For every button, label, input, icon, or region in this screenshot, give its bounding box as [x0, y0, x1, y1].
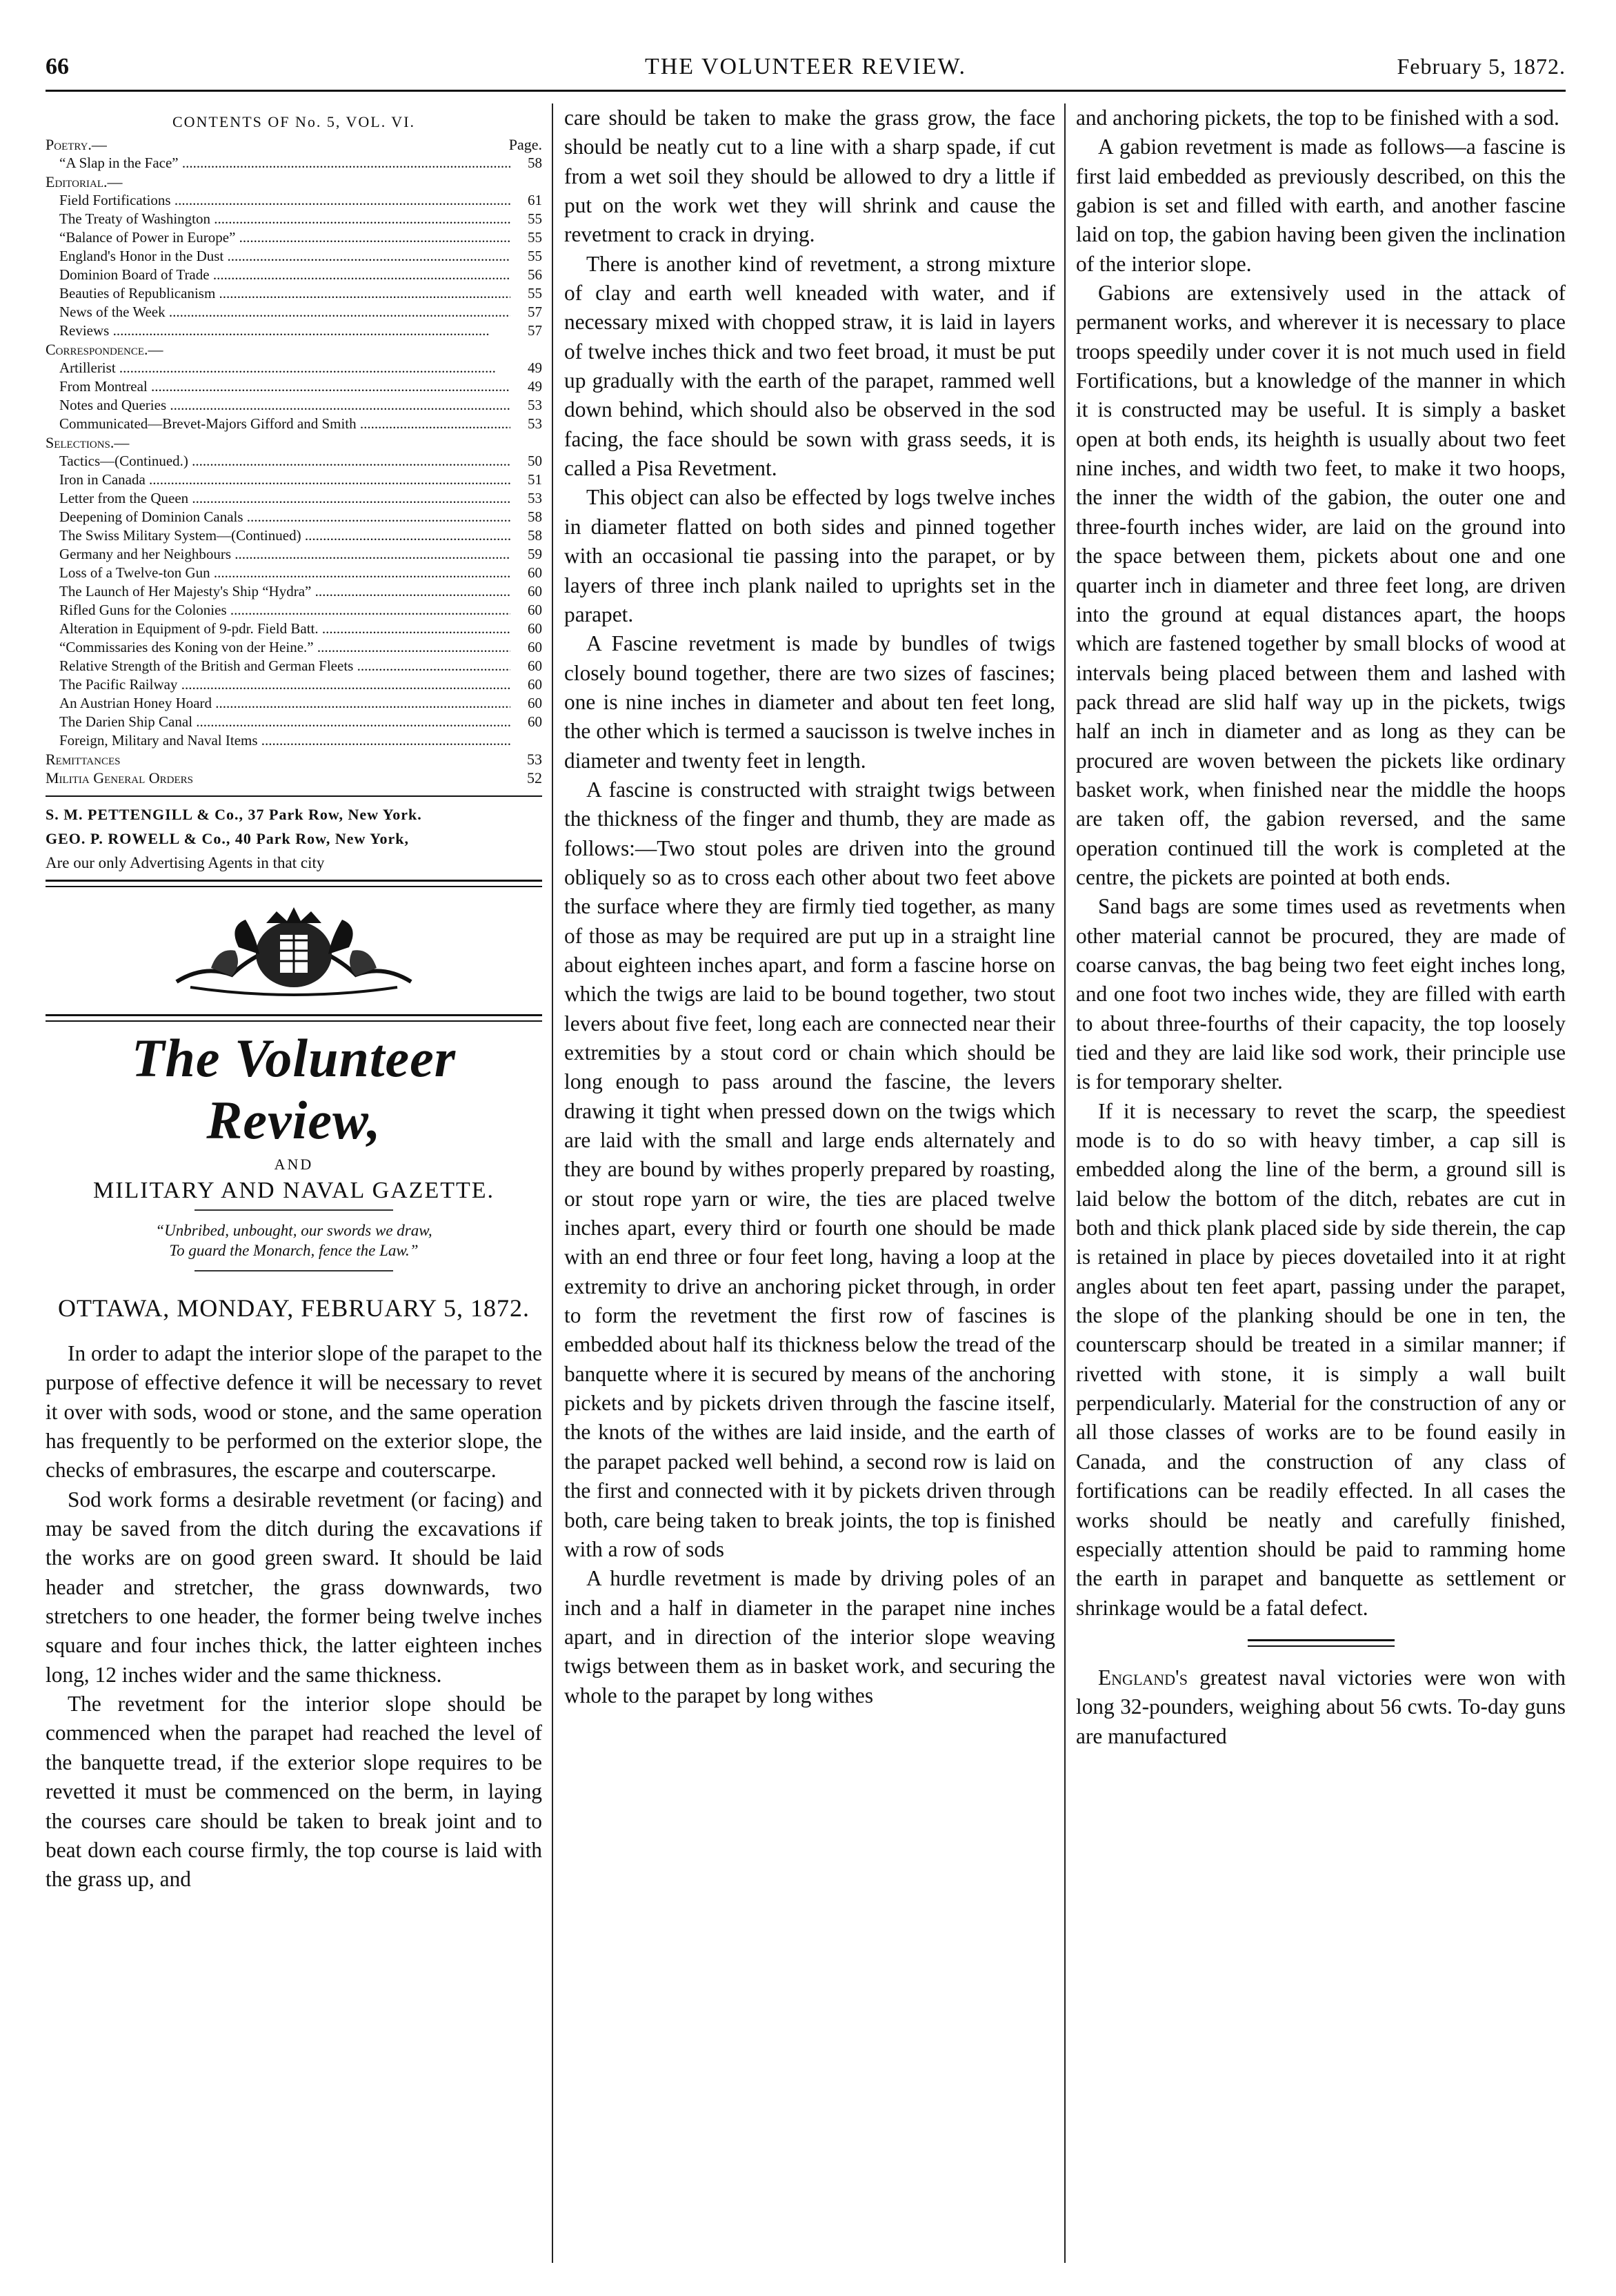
contents-entry [46, 731, 542, 750]
contents-entry-title: Germany and her Neighbours ..... [59, 545, 510, 564]
contents-entry [46, 396, 542, 415]
table-of-contents [46, 135, 542, 787]
royal-arms-crest [46, 895, 542, 1006]
masthead-and: AND [274, 1156, 314, 1173]
contents-entry-page: 55 [528, 248, 542, 264]
contents-entry-title: The Darien Ship Canal ..... [59, 713, 510, 731]
contents-entry-page: 58 [528, 527, 542, 544]
contents-entry-title: Alteration in Equipment of 9-pdr. Field Batt. ..... [59, 620, 510, 638]
contents-entry-page: 61 [528, 192, 542, 208]
contents-entry [46, 508, 542, 526]
article-paragraph: If it is necessary to revet the scarp, the speediest mode is to do so with heavy timber, a cap sill is embedded along the line of the berm, a ground sill is laid below the bottom of the ditch, rebates are cut in both and thick plank placed side by side therein, the cap is retained in place by pieces dovetailed into it at right angles about ten feet apart, passing under the parapet, the slope of the planking should be one in ten, the counterscarp should be treated in a similar manner; if rivetted with stone, it is simply a wall built perpendicularly. Material for the construction of any or all those classes of works are to be found easily in Canada, and the construction of any class of fortifications can be readily effected. In all cases the works should be neatly and carefully finished, especially attention should be paid to ramming home the earth in parapet and banquette as settlement or shrinkage would be a fatal defect. [1076, 1098, 1566, 1620]
article-paragraph: care should be taken to make the grass grow, the face should be neatly cut to a line with a sharp spade, if cut from a wet soil they should be allowed to dry a little if put on the work wet they will shrink and cause the revetment to crack in drying. [564, 106, 1055, 247]
contents-entry-page: 60 [528, 602, 542, 618]
section-rule [1248, 1639, 1395, 1647]
contents-entry-page: 50 [528, 453, 542, 469]
contents-entry-page: 58 [528, 155, 542, 171]
contents-entry [46, 303, 542, 321]
contents-entry-title: Communicated—Brevet-Majors Gifford and Smith ..... [59, 415, 510, 433]
column-1 [46, 103, 542, 2263]
article-paragraph: and anchoring pickets, the top to be finished with a sod. [1076, 106, 1559, 130]
masthead-subtitle: MILITARY AND NAVAL GAZETTE. [92, 1178, 495, 1203]
column-2 [564, 103, 1055, 2263]
contents-entry [46, 638, 542, 657]
contents-entry-title: Artillerist ..... [59, 359, 510, 377]
contents-entry-page: 52 [527, 769, 542, 786]
masthead-motto [46, 1220, 542, 1260]
article-paragraph: In order to adapt the interior slope of the parapet to the purpose of effective defence it will be necessary to revet it over with sods, wood or stone, and the same operation has frequently to be performed on the exterior slope, the checks of embrasures, the escarpe and couterscarpe. [46, 1341, 542, 1483]
contents-section-heading [46, 135, 542, 154]
contents-entry [46, 471, 542, 489]
contents-entry-page: 57 [528, 322, 542, 339]
contents-entry-title: Rifled Guns for the Colonies ..... [59, 601, 510, 620]
column-divider [552, 103, 553, 2263]
contents-entry [46, 657, 542, 675]
contents-entry-title: Notes and Queries ..... [59, 396, 510, 415]
article-paragraph: This object can also be effected by logs twelve inches in diameter flatted on both sides and pinned together with an occasional tie passing into the parapet, or by layers of three inch plank nailed to uprights set in the parapet. [564, 485, 1055, 626]
contents-entry-title: From Montreal ..... [59, 377, 510, 396]
contents-entry [46, 694, 542, 713]
contents-entry-page: 60 [528, 676, 542, 693]
article-paragraph: There is another kind of revetment, a strong mixture of clay and earth well kneaded with water, and if necessary mixed with chopped straw, it is laid in layers of twelve inches thick and two feet broad, it must be put up gradually with the earth of the parapet, rammed well down behind, which should also be observed in the sod facing, the face should be sown with grass seeds, it is called a Pisa Revetment. [564, 251, 1055, 481]
contents-entry-page: 49 [528, 359, 542, 376]
contents-entry-title: The Pacific Railway ..... [59, 675, 510, 694]
section-name: Poetry.— [46, 136, 107, 153]
contents-entry [46, 564, 542, 582]
contents-entry-title: Iron in Canada ..... [59, 471, 510, 489]
contents-section-heading: Selections.— [46, 434, 130, 451]
contents-entry [46, 377, 542, 396]
contents-entry-page: 56 [528, 266, 542, 283]
contents-entry-page: 57 [528, 304, 542, 320]
contents-entry-title: “A Slap in the Face” ..... [59, 154, 510, 172]
contents-entry [46, 750, 542, 769]
article-paragraph: A hurdle revetment is made by driving poles of an inch and a half in diameter in the parapet nine inches apart, and in direction of the interior slope weaving twigs between them as in basket work, and securing the whole to the parapet by long withes [564, 1566, 1055, 1708]
contents-entry-page: 53 [528, 397, 542, 413]
contents-entry-title: “Commissaries des Koning von der Heine.” ..... [59, 638, 510, 657]
article-paragraph: The revetment for the interior slope should be commenced when the parapet had reached the level of the banquette tread, if the exterior slope requires to be revetted it must be commenced on the berm, in laying the courses care should be taken to break joint and to beat down each course firmly, the top course is laid with the grass up, and [46, 1692, 542, 1892]
contents-entry [46, 359, 542, 377]
contents-entry [46, 321, 542, 340]
contents-entry-title: Foreign, Military and Naval Items ..... [59, 731, 510, 750]
double-rule [46, 880, 542, 887]
contents-entry-title: “Balance of Power in Europe” ..... [59, 228, 510, 247]
contents-entry [46, 620, 542, 638]
contents-entry-title: Relative Strength of the British and German Fleets ..... [59, 657, 510, 675]
contents-entry-page: 53 [528, 490, 542, 506]
closing-text: greatest naval victories were won with long 32-pounders, weighing about 56 cwts. To-day guns are manufactured [1076, 1665, 1566, 1748]
contents-entry [46, 526, 542, 545]
contents-entry-title: Beauties of Republicanism ..... [59, 284, 510, 303]
closing-paragraph [1076, 1663, 1566, 1751]
contents-entry [46, 154, 542, 172]
contents-entry-page: 60 [528, 657, 542, 674]
contents-title: CONTENTS OF No. 5, VOL. VI. [172, 113, 416, 130]
contents-entry [46, 601, 542, 620]
page-number: 66 [46, 54, 69, 79]
contents-section-heading: Correspondence.— [46, 341, 163, 358]
contents-entry [46, 266, 542, 284]
agent-pettengill: S. M. PETTENGILL & Co., 37 Park Row, New York. [46, 806, 422, 823]
contents-entry-page: 60 [528, 564, 542, 581]
contents-entry-title: Letter from the Queen ..... [59, 489, 510, 508]
contents-entry-title: Field Fortifications ..... [59, 191, 510, 210]
contents-entry-page: 55 [528, 285, 542, 301]
contents-entry-page [510, 731, 542, 750]
contents-section-heading: Editorial.— [46, 173, 123, 190]
agents-note: Are our only Advertising Agents in that city [46, 854, 325, 871]
contents-entry-page: 53 [528, 415, 542, 432]
article-paragraph: Sod work forms a desirable revetment (or facing) and may be saved from the ditch during the excavations if the works are on good green sward. It should be laid header and stretcher, the grass downwards, two stretchers to one header, the former being twelve inches square and four inches thick, the latter eighteen inches long, 12 inches wider and the same thickness. [46, 1487, 542, 1687]
contents-entry-title: The Treaty of Washington ..... [59, 210, 510, 228]
contents-entry-page: 55 [528, 210, 542, 227]
contents-entry-title: Reviews ..... [59, 321, 510, 340]
contents-entry-title: Loss of a Twelve-ton Gun ..... [59, 564, 510, 582]
header-rule [46, 90, 1566, 92]
advertising-agents [46, 795, 542, 873]
contents-entry [46, 284, 542, 303]
article-paragraph: A fascine is constructed with straight twigs between the thickness of the finger and thumb, they are made as follows:—Two stout poles are driven into the ground obliquely so as to cross each other about two feet above the surface where they are firmly tied together, as many of those as may be required are put up in a straight line about eighteen inches apart, and form a fascine horse on which the twigs are laid to be bound together, two stout levers about five feet, long each are connected near their extremities by a stout cord or chain which should be long enough to pass around the fascine, the levers drawing it tight when pressed down on the twigs which are laid with the small and large ends alternately and they are bound by withes properly prepared by roasting, or stout rope yarn or wire, the ties are placed twelve inches apart, every third or fourth one should be made with an end three or four feet long, having a loop at the extremity to drive an anchoring picket through, in order to form the revetment the first row of fascines is embedded about half its thickness below the tread of the banquette where it is secured by means of the anchoring pickets and by pickets driven through the fascine itself, the knots of the withes are laid inside, and the earth of the parapet packed well behind, a second row is laid on the first and connected with it by pickets driven through both, care being taken to break joints, the top is finished with a row of sods [564, 777, 1055, 1561]
contents-entry [46, 228, 542, 247]
contents-entry-title: The Swiss Military System—(Continued) ..... [59, 526, 510, 545]
publication-title: THE VOLUNTEER REVIEW. [644, 54, 966, 79]
contents-entry-page: 60 [528, 639, 542, 655]
article-paragraph: Sand bags are some times used as revetments when other material cannot be procured, they are made of coarse canvas, the bag being two feet eight inches long, and one foot two inches wide, they are filled with earth to about three-fourths of their capacity, the top loosely tied and they are laid like sod work, their principle use is for temporary shelter. [1076, 894, 1566, 1094]
contents-entry [46, 675, 542, 694]
ornament-rule [194, 1270, 393, 1271]
contents-entry [46, 191, 542, 210]
contents-entry [46, 247, 542, 266]
contents-entry [46, 210, 542, 228]
contents-entry-page: 53 [527, 751, 542, 768]
contents-entry [46, 713, 542, 731]
column-divider [1064, 103, 1066, 2263]
ornament-rule [194, 1209, 393, 1211]
contents-entry [46, 545, 542, 564]
closing-lead: England's [1098, 1665, 1188, 1690]
contents-entry-page: 55 [528, 229, 542, 246]
contents-entry-title: The Launch of Her Majesty's Ship “Hydra” ..... [59, 582, 510, 601]
contents-entry-title: England's Honor in the Dust ..... [59, 247, 510, 266]
contents-entry [46, 769, 542, 787]
motto-line-2: To guard the Monarch, fence the Law.” [169, 1242, 419, 1259]
contents-entry-title: Deepening of Dominion Canals ..... [59, 508, 510, 526]
contents-entry [46, 489, 542, 508]
contents-entry-page: 59 [528, 546, 542, 562]
article-paragraph: A gabion revetment is made as follows—a fascine is first laid embedded as previously described, on this the gabion is set and filled with earth, and another fascine laid on top, the gabion having been given the inclination of the interior slope. [1076, 135, 1566, 276]
double-rule [46, 1014, 542, 1022]
contents-entry [46, 582, 542, 601]
contents-entry-page: 58 [528, 508, 542, 525]
article-paragraph: Gabions are extensively used in the attack of permanent works, and wherever it is necessary to place troops speedily under cover it is not much used in field Fortifications, but a knowledge of the manner in which it is constructed may be useful. It is simply a basket open at both ends, its heighth is usually about two feet nine inches, and width two feet, to make it two hoops, the inner the width of the gabion, the outer one and three-fourth inches wider, are laid on the ground into the space between them, pickets about one and one quarter inch in diameter and three feet long, are driven into the ground at equal distances apart, the hoops which are fastened together by small blocks of wood at intervals being placed between them and lashed with pack thread are slid half way up in the pickets, twigs half an inch in diameter and as long as they can be procured are woven between the pickets like ordinary basket work, when finished near the middle the hoops are taken off, the gabion reversed, and the same operation continued till the work is completed at the centre, the pickets are pointed at both ends. [1076, 281, 1566, 889]
agent-rowell: GEO. P. ROWELL & Co., 40 Park Row, New York, [46, 830, 410, 847]
masthead-title: The Volunteer Review, [131, 1028, 457, 1150]
running-header [46, 54, 1566, 81]
contents-entry-page: 60 [528, 620, 542, 637]
contents-entry-title: News of the Week ..... [59, 303, 510, 321]
contents-entry-page: 60 [528, 713, 542, 730]
column-3 [1076, 103, 1566, 2263]
contents-entry-title: Tactics—(Continued.) ..... [59, 452, 510, 471]
contents-entry-page: 60 [528, 695, 542, 711]
contents-entry-title: Militia General Orders [46, 769, 193, 786]
issue-date: February 5, 1872. [1397, 54, 1566, 79]
contents-entry [46, 452, 542, 471]
dateline: OTTAWA, MONDAY, FEBRUARY 5, 1872. [58, 1294, 530, 1322]
contents-entry-page: 49 [528, 378, 542, 395]
contents-entry-title: An Austrian Honey Hoard ..... [59, 694, 510, 713]
article-paragraph: A Fascine revetment is made by bundles of twigs closely bound together, there are two sizes of fascines; one is nine inches in diameter and about ten feet long, the other which is termed a saucisson is twelve inches in diameter and twenty feet in length. [564, 631, 1055, 773]
contents-entry-page: 60 [528, 583, 542, 600]
motto-line-1: “Unbribed, unbought, our swords we draw, [155, 1222, 432, 1239]
contents-entry-page: 51 [528, 471, 542, 488]
page-column-label: Page. [508, 136, 542, 153]
contents-entry-title: Remittances [46, 751, 121, 768]
contents-entry [46, 415, 542, 433]
contents-entry-title: Dominion Board of Trade ..... [59, 266, 510, 284]
